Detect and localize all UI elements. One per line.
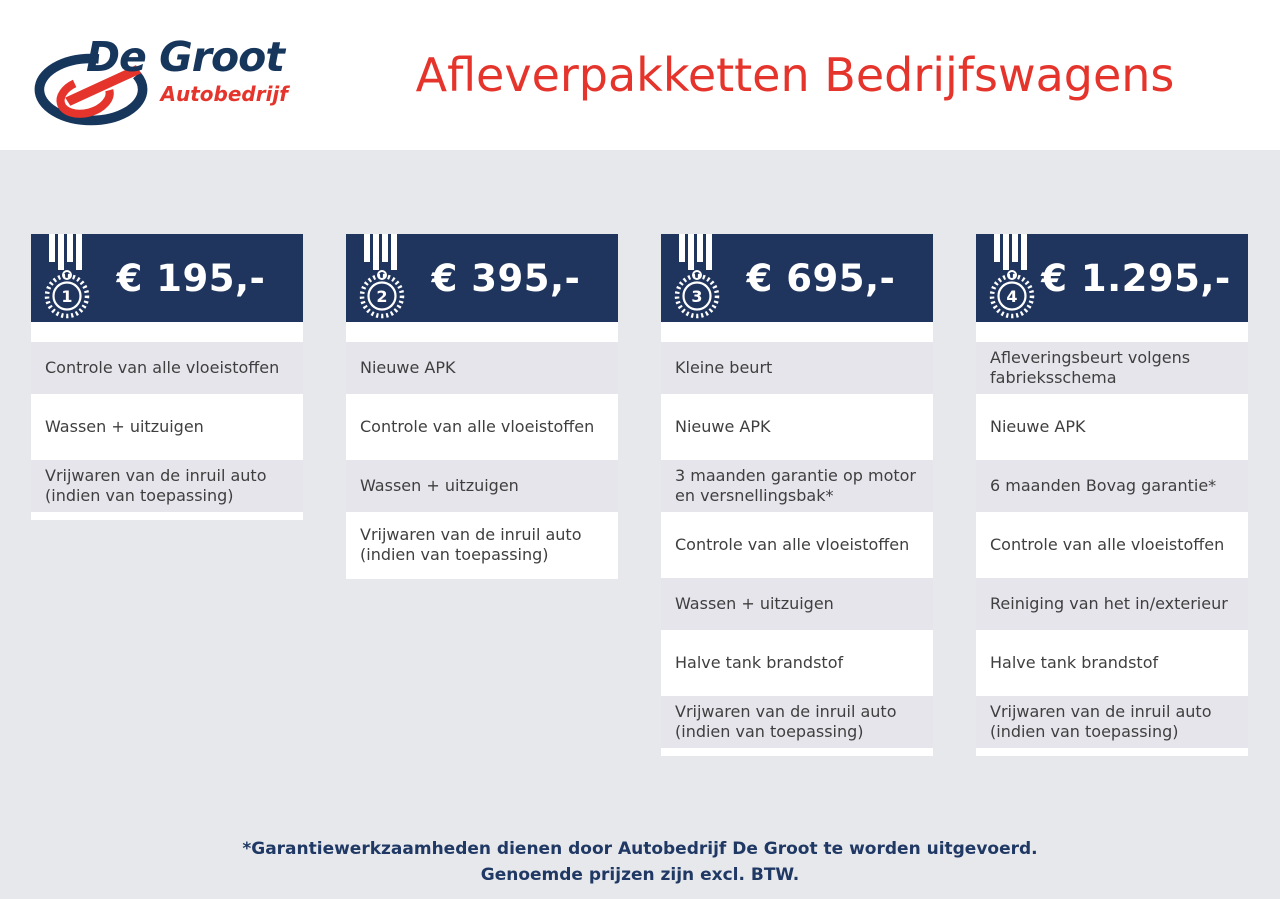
page-title: Afleverpakketten Bedrijfswagens	[415, 48, 1175, 102]
footnote-line-2: Genoemde prijzen zijn excl. BTW.	[480, 865, 800, 885]
feature-list	[31, 322, 303, 520]
package-feature: Controle van alle vloeistoffen	[675, 535, 910, 555]
package-feature: Kleine beurt	[661, 342, 933, 394]
medal-rank: 3	[691, 287, 703, 306]
package-feature: Vrijwaren van de inruil auto (indien van toepassing)	[976, 696, 1248, 748]
package-card-3	[661, 234, 933, 756]
package-feature: Vrijwaren van de inruil auto (indien van toepassing)	[31, 460, 303, 512]
package-feature: Halve tank brandstof	[675, 653, 844, 673]
package-feature: Controle van alle vloeistoffen	[31, 342, 303, 394]
package-card-4	[976, 234, 1248, 756]
footnote-line-1: *Garantiewerkzaamheden dienen door Autobedrijf De Groot te worden uitgevoerd.	[242, 839, 1038, 859]
package-price: € 395,-	[431, 256, 581, 300]
package-feature: Vrijwaren van de inruil auto (indien van toepassing)	[661, 696, 933, 748]
package-feature: Nieuwe APK	[675, 417, 771, 437]
package-price: € 195,-	[116, 256, 266, 300]
package-feature: 6 maanden Bovag garantie*	[976, 460, 1248, 512]
package-card-2	[346, 234, 618, 579]
medal-2-icon	[356, 234, 412, 322]
package-card-header	[661, 234, 933, 322]
package-feature: Halve tank brandstof	[990, 653, 1159, 673]
packages-grid	[31, 234, 1248, 756]
package-feature: Wassen + uitzuigen	[45, 417, 204, 437]
medal-3-icon	[671, 234, 727, 322]
package-feature: Controle van alle vloeistoffen	[990, 535, 1225, 555]
header	[0, 0, 1280, 150]
package-feature: Nieuwe APK	[346, 342, 618, 394]
package-feature: Wassen + uitzuigen	[346, 460, 618, 512]
feature-list	[976, 322, 1248, 756]
package-feature: Reiniging van het in/exterieur	[976, 578, 1248, 630]
medal-1-icon	[41, 234, 97, 322]
package-card-header	[346, 234, 618, 322]
package-feature: 3 maanden garantie op motor en versnellingsbak*	[661, 460, 933, 512]
medal-4-icon	[986, 234, 1042, 322]
package-feature: Vrijwaren van de inruil auto (indien van toepassing)	[360, 525, 582, 564]
company-logo	[0, 0, 330, 150]
medal-rank: 4	[1006, 287, 1018, 306]
package-price: € 1.295,-	[1041, 256, 1231, 300]
package-card-1	[31, 234, 303, 520]
package-card-header	[31, 234, 303, 322]
footnote	[0, 836, 1280, 888]
package-feature: Afleveringsbeurt volgens fabrieksschema	[976, 342, 1248, 394]
logo-subtitle: Autobedrijf	[160, 82, 288, 106]
package-price: € 695,-	[746, 256, 896, 300]
feature-list	[346, 322, 618, 579]
medal-rank: 2	[376, 287, 388, 306]
package-feature: Nieuwe APK	[990, 417, 1086, 437]
package-feature: Controle van alle vloeistoffen	[360, 417, 595, 437]
feature-list	[661, 322, 933, 756]
package-feature: Wassen + uitzuigen	[661, 578, 933, 630]
package-card-header	[976, 234, 1248, 322]
logo-name: De Groot	[86, 33, 284, 81]
medal-rank: 1	[61, 287, 73, 306]
